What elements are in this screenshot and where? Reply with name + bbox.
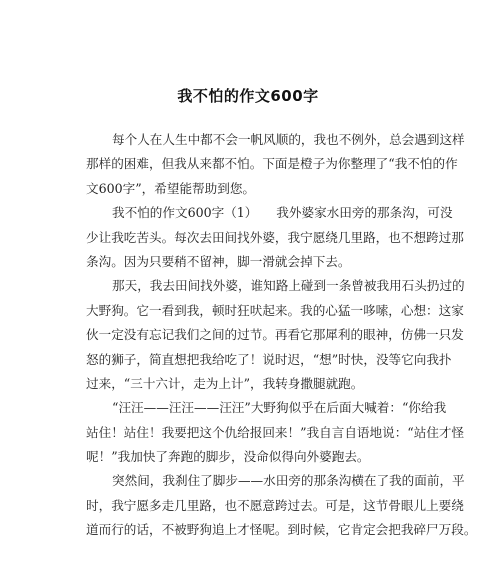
paragraph-line: 那样的困难，但我从来都不怕。下面是橙子为你整理了“我不怕的作 [86,156,458,172]
paragraph-4 [86,396,465,469]
paragraph-line: 过来，“三十六计，走为上计”，我转身撒腿就跑。 [86,375,364,391]
paragraph-line: 呢！”我加快了奔跑的脚步，没命似得向外婆跑去。 [86,449,370,465]
paragraph-line: 怒的狮子，简直想把我给吃了！说时迟，“想”时快，没等它向我扑 [86,351,452,367]
paragraph-line: 我不怕的作文600字（1） 我外婆家水田旁的那条沟，可没 [112,205,453,221]
paragraph-line: 文600字”，希望能帮助到您。 [86,180,256,196]
paragraph-line: 站住！站住！我要把这个仇给报回来！”我自言自语地说：“站住才怪 [86,424,465,440]
paragraph-5 [86,469,477,542]
paragraph-line: 大野狗。它一看到我，顿时狂吠起来。我的心猛一哆嗦，心想：这家 [86,302,464,318]
paragraph-line: 那天，我去田间找外婆，谁知路上碰到一条曾被我用石头扔过的 [112,278,465,294]
paragraph-line: 每个人在人生中都不会一帆风顺的，我也不例外，总会遇到这样 [112,132,465,147]
paragraph-1 [86,128,465,201]
paragraph-2 [86,201,464,274]
paragraph-line: 突然间，我刹住了脚步——水田旁的那条沟横在了我的面前，平 [112,473,465,489]
paragraph-3 [86,274,465,396]
article-body [86,128,477,543]
paragraph-line: “汪汪——汪汪——汪汪”大野狗似乎在后面大喊着：“你给我 [112,400,447,416]
document-title: 我不怕的作文600字 [177,87,319,105]
paragraph-line: 条沟。因为只要稍不留神，脚一滑就会掉下去。 [86,253,351,269]
paragraph-line: 道而行的话，不被野狗追上才怪呢。到时候，它肯定会把我碎尸万段。 [86,522,477,538]
paragraph-line: 时，我宁愿多走几里路，也不愿意跨过去。可是，这节骨眼儿上要绕 [86,497,464,513]
paragraph-line: 伙一定没有忘记我们之间的过节。再看它那犀利的眼神，仿佛一只发 [86,327,464,343]
paragraph-line: 少让我吃苦头。每次去田间找外婆，我宁愿绕几里路，也不想跨过那 [86,229,464,245]
